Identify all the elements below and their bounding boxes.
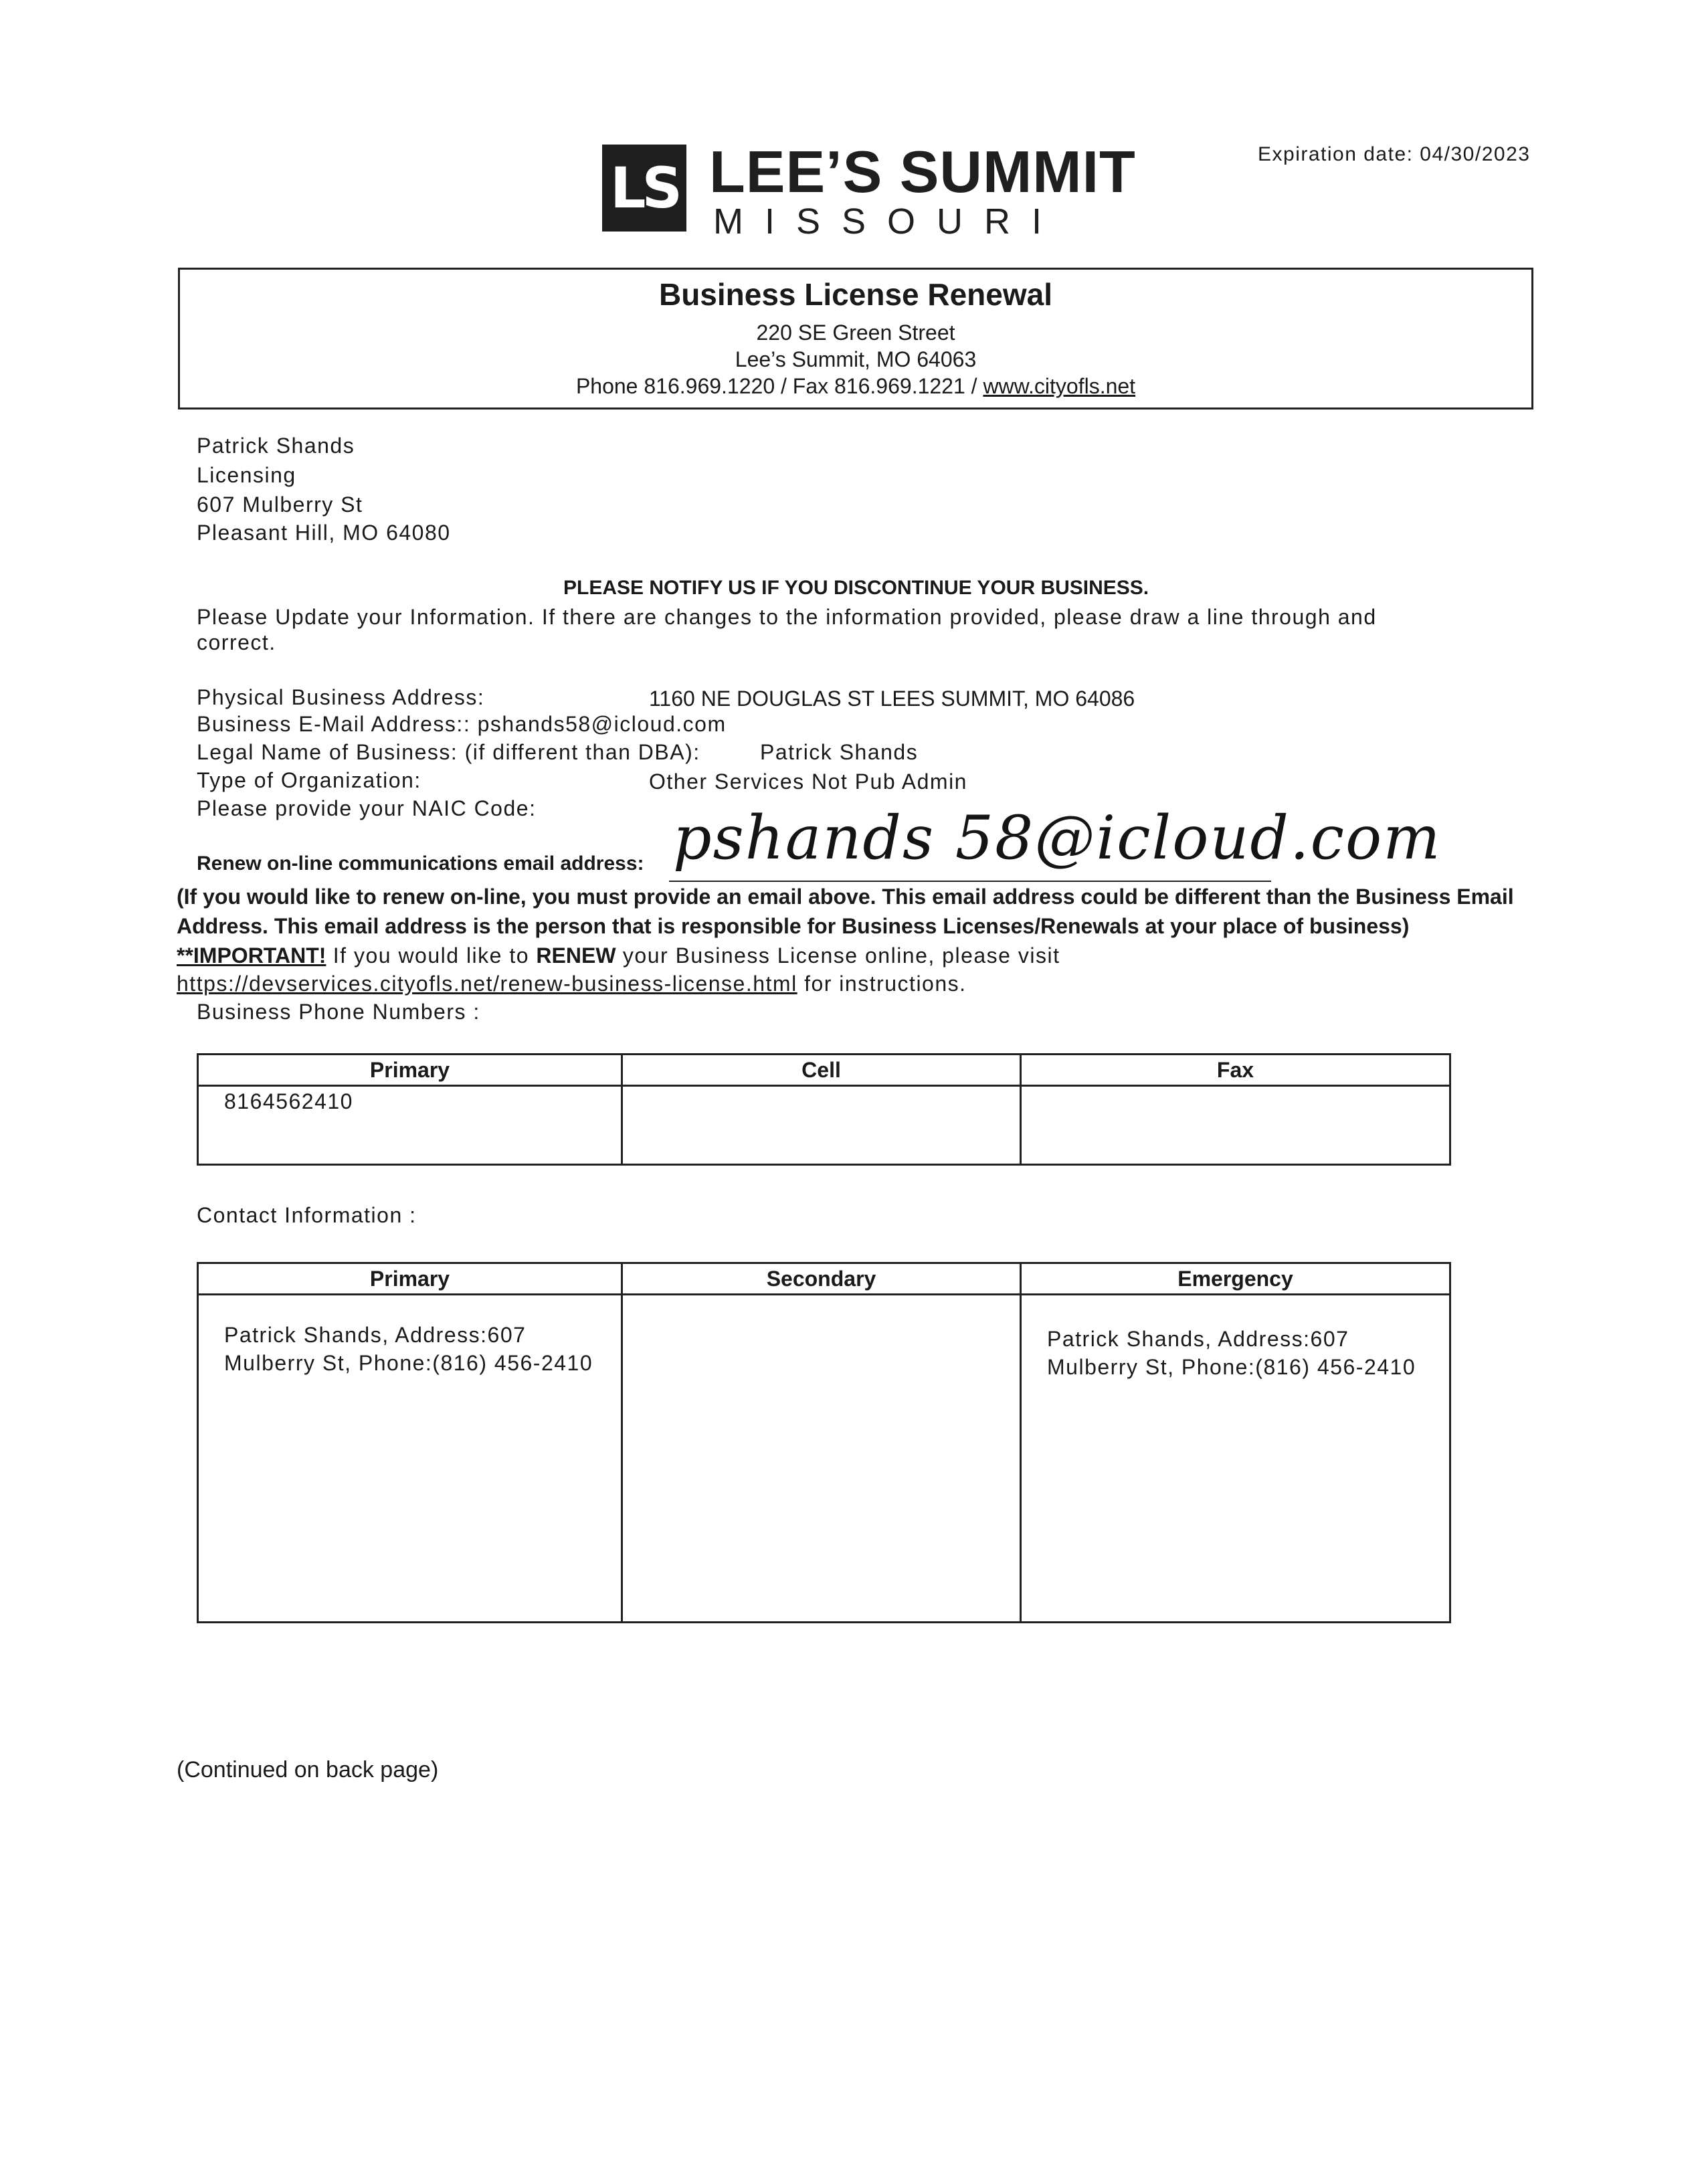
contact-primary-cell [198,1295,622,1623]
naic-code-label: Please provide your NAIC Code: [197,796,537,820]
contact-primary-line-2: Mulberry St, Phone:(816) 456-2410 [224,1351,593,1375]
important-text-2: your Business License online, please visit [616,943,1060,968]
office-phone-fax: Phone 816.969.1220 / Fax 816.969.1221 / [575,374,983,398]
important-label: **IMPORTANT! [177,943,326,968]
business-email: Business E-Mail Address:: pshands58@icloud.com [197,712,727,736]
physical-address-label: Physical Business Address: [197,685,485,709]
contact-secondary-cell [622,1295,1021,1623]
renew-note-line-2: Address. This email address is the person that is responsible for Business Licenses/Renewals at your place of business) [177,914,1410,938]
header-box [178,268,1533,410]
phone-col-fax: Fax [1021,1055,1450,1086]
office-city: Lee’s Summit, MO 64063 [735,347,977,371]
phone-cell-cell [622,1086,1021,1165]
renew-email-label: Renew on-line communications email address: [197,852,644,875]
contact-emergency-line-2: Mulberry St, Phone:(816) 456-2410 [1047,1355,1416,1379]
office-street: 220 SE Green Street [756,321,955,345]
phone-cell-value [623,1087,1020,1089]
office-contact-line [180,374,1531,399]
renew-url-suffix: for instructions. [797,972,967,996]
legal-name-label: Legal Name of Business: (if different than DBA): [197,740,700,764]
org-type-value: Other Services Not Pub Admin [649,769,967,794]
important-renew: RENEW [536,943,616,968]
handwritten-email: pshands 58@icloud.com [673,803,1442,873]
logo-city-name: LEE’S SUMMIT [709,139,1136,205]
contact-info-label: Contact Information : [197,1203,417,1227]
contact-table-header [198,1263,1450,1295]
phone-table-row [198,1086,1450,1165]
contact-col-primary: Primary [198,1263,622,1295]
contact-primary-value [199,1295,621,1377]
renew-url-line [177,972,967,996]
form-title: Business License Renewal [658,277,1053,312]
contact-secondary-value [623,1295,1020,1321]
contact-table [197,1262,1451,1623]
important-line [177,943,1060,968]
recipient-dept: Licensing [197,463,296,487]
renew-url-link[interactable]: https://devservices.cityofls.net/renew-business-license.html [177,972,797,996]
city-website-link[interactable]: www.cityofls.net [983,374,1136,398]
notice-heading: PLEASE NOTIFY US IF YOU DISCONTINUE YOUR BUSINESS. [563,577,1149,599]
contact-table-row [198,1295,1450,1623]
contact-primary-line-1: Patrick Shands, Address:607 [224,1323,527,1347]
contact-emergency-value [1022,1295,1449,1381]
renew-email-underline [669,881,1271,882]
contact-col-secondary: Secondary [622,1263,1021,1295]
phone-primary-value: 8164562410 [224,1089,353,1113]
phone-col-primary: Primary [198,1055,622,1086]
phone-primary-cell [198,1086,622,1165]
continued-note: (Continued on back page) [177,1757,439,1783]
recipient-name: Patrick Shands [197,434,355,458]
recipient-city: Pleasant Hill, MO 64080 [197,521,451,545]
renew-note-line-1: (If you would like to renew on-line, you must provide an email above. This email address could be different than the Business Email [177,885,1514,909]
phone-table [197,1053,1451,1166]
phone-col-cell: Cell [622,1055,1021,1086]
notice-line-2: correct. [197,630,276,654]
phone-fax-cell [1021,1086,1450,1165]
important-text-1: If you would like to [326,943,537,968]
phone-fax-value [1022,1087,1449,1089]
expiration-date: Expiration date: 04/30/2023 [1258,143,1531,165]
physical-address-value: 1160 NE DOUGLAS ST LEES SUMMIT, MO 64086 [649,687,1135,711]
city-logo-mark: LS [602,145,686,232]
logo-state-name: MISSOURI [713,201,1064,242]
contact-emergency-cell [1021,1295,1450,1623]
recipient-street: 607 Mulberry St [197,492,363,517]
contact-col-emergency: Emergency [1021,1263,1450,1295]
legal-name-value: Patrick Shands [760,740,919,764]
contact-emergency-line-1: Patrick Shands, Address:607 [1047,1327,1349,1351]
org-type-label: Type of Organization: [197,768,421,792]
notice-line-1: Please Update your Information. If there are changes to the information provided, please draw a line through and [197,605,1377,629]
phone-numbers-label: Business Phone Numbers : [197,1000,480,1024]
phone-table-header [198,1055,1450,1086]
